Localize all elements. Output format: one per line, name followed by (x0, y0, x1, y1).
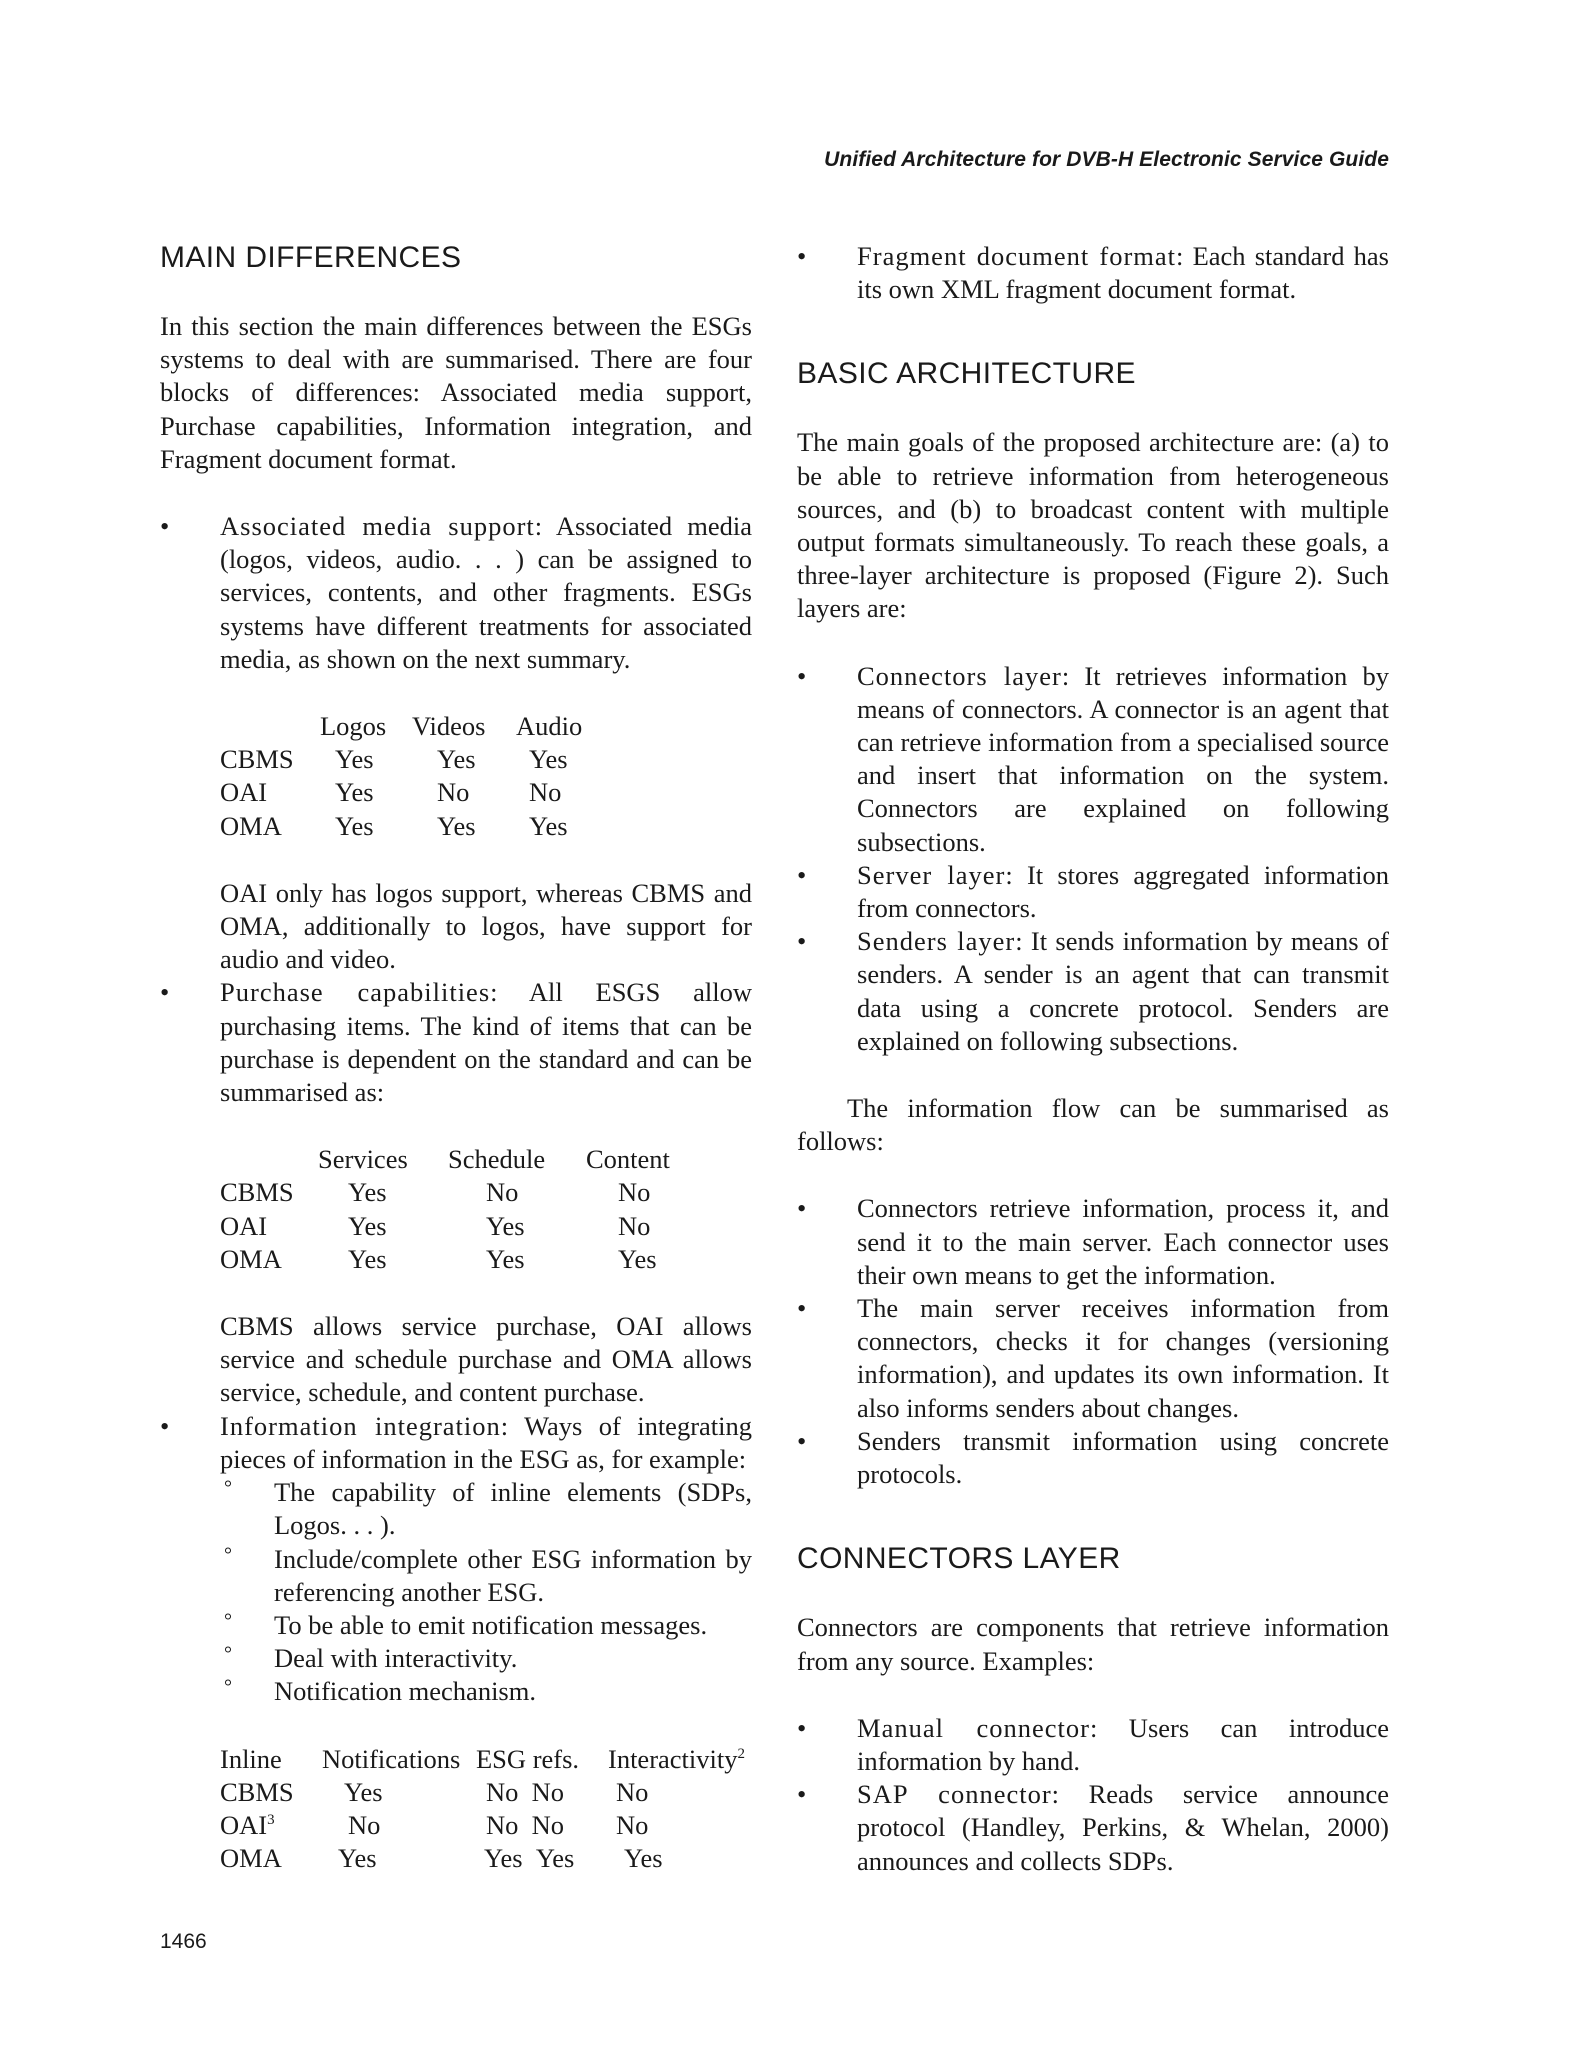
table-cell: No (616, 1776, 649, 1807)
table-cell: No No (486, 1776, 565, 1807)
bullet-icon: • (797, 1779, 807, 1810)
column-header: Schedule (448, 1144, 546, 1175)
footnote-marker: 2 (737, 1745, 745, 1762)
table-cell: No (618, 1177, 651, 1208)
column-header: Logos (320, 711, 387, 742)
intro-paragraph: In this section the main differences between the ESGs systems to deal with are summarised. There are four blocks of differences: Associated media support, Purchase capabilities, Information integration, and Fragment document format. (160, 311, 752, 474)
row-label: OMA (220, 810, 282, 841)
sub-item: ° Deal with interactivity. (220, 1642, 752, 1675)
column-header: Notifications (322, 1743, 461, 1774)
table-cell: Yes (335, 777, 374, 808)
bullet-icon: • (160, 1410, 170, 1441)
table-cell: Yes (344, 1776, 383, 1807)
row-label: OAI$^3$ (220, 1809, 275, 1840)
column-header: Content (586, 1144, 670, 1175)
sub-item: ° Include/complete other ESG information by referencing another ESG. (220, 1543, 752, 1609)
bullet-icon: • (797, 660, 807, 691)
circle-bullet-icon: ° (224, 1609, 232, 1632)
row-label: OAI (220, 1210, 268, 1241)
column-header: ESG refs. (476, 1743, 580, 1774)
table-row (220, 1809, 745, 1842)
table-row (220, 1842, 745, 1875)
purchase-table (220, 1143, 670, 1276)
table-cell: Yes Yes (484, 1843, 575, 1874)
section-heading-connectors-layer: CONNECTORS LAYER (797, 1542, 1121, 1576)
list-item: • Connectors retrieve information, process it, and send it to the main server. Each connector uses their own means to get the information. (797, 1193, 1389, 1290)
list-item-connectors-layer: • Connectors layer: It retrieves information by means of connectors. A connector is an agent that can retrieve information from a specialised source and insert that information on the system. Connectors are explained on following subsections. (797, 660, 1389, 857)
row-label: CBMS (220, 744, 294, 775)
right-column (797, 240, 1389, 1878)
integration-sublist (160, 1476, 752, 1708)
section-heading-main-differences: MAIN DIFFERENCES (160, 241, 462, 274)
media-support-table (220, 710, 582, 843)
circle-bullet-icon: ° (224, 1543, 232, 1566)
column-header: Inline (220, 1743, 282, 1774)
table-cell: Yes (338, 1843, 377, 1874)
term-fragment-format: Fragment document format (857, 241, 1177, 271)
table-cell: Yes (335, 744, 374, 775)
page-number: 1466 (160, 1930, 207, 1953)
list-item-fragment-format (797, 240, 1389, 306)
item-text: : Each standard has its own XML fragment document format. (857, 241, 1389, 305)
table-row (220, 1210, 670, 1243)
item-text: : All ESGS allow purchasing items. The kind of items that can be purchase is dependent on the standard and can be summarised as: (220, 977, 752, 1108)
media-support-note: OAI only has logos support, whereas CBMS and OMA, additionally to logos, have support for audio and video. (220, 877, 752, 975)
table-cell: Yes (348, 1177, 387, 1208)
table-cell: Yes (618, 1243, 657, 1274)
bullet-icon: • (160, 977, 170, 1008)
circle-bullet-icon: ° (224, 1676, 232, 1699)
table-cell: No No (486, 1809, 565, 1840)
table-cell: Yes (486, 1243, 525, 1274)
list-item-server-layer: • Server layer: It stores aggregated information from connectors. (797, 859, 1389, 924)
section-heading-basic-architecture: BASIC ARCHITECTURE (797, 357, 1136, 391)
layers-list (797, 660, 1389, 1058)
row-label: OAI (220, 777, 268, 808)
bullet-icon: • (797, 1712, 807, 1743)
table-cell: No (437, 777, 470, 808)
sub-item: ° Notification mechanism. (220, 1675, 752, 1708)
table-row (220, 1776, 745, 1809)
table-row (220, 1243, 670, 1276)
table-cell: Yes (529, 744, 568, 775)
architecture-paragraph: The main goals of the proposed architecture are: (a) to be able to retrieve information from heterogeneous sources, and (b) to broadcast content with multiple output formats simultaneously. To reach these goals, a three-layer architecture is proposed (Figure 2). Such layers are: (797, 427, 1389, 624)
item-text: : Ways of integrating pieces of information in the ESG as, for example: (220, 1410, 752, 1474)
list-item: • The main server receives information from connectors, checks it for changes (versioning information), and updates its own information. It also informs senders about changes. (797, 1293, 1389, 1423)
table-row (220, 776, 582, 809)
table-cell: Yes (529, 810, 568, 841)
list-item-sap-connector: • SAP connector: Reads service announce protocol (Handley, Perkins, & Whelan, 2000) announces and collects SDPs. (797, 1779, 1389, 1876)
circle-bullet-icon: ° (224, 1477, 232, 1500)
list-item: • Senders transmit information using concrete protocols. (797, 1425, 1389, 1490)
table-cell: No (616, 1809, 649, 1840)
item-text: : Associated media (logos, videos, audio. . . ) can be assigned to services, contents, and other fragments. ESGs systems have different treatments for associated media, as shown on the next summary. (220, 511, 752, 674)
connectors-paragraph: Connectors are components that retrieve information from any source. Examples: (797, 1612, 1389, 1676)
term-purchase-capabilities: Purchase capabilities (220, 977, 491, 1008)
sub-item: ° The capability of inline elements (SDPs, Logos. . . ). (220, 1476, 752, 1542)
table-cell: No (348, 1809, 381, 1840)
bullet-icon: • (797, 1193, 807, 1224)
sub-item: ° To be able to emit notification messages. (220, 1609, 752, 1642)
bullet-icon: • (797, 926, 807, 957)
table-cell: Yes (437, 810, 476, 841)
table-cell: No (486, 1177, 519, 1208)
running-head: Unified Architecture for DVB-H Electronic Service Guide (824, 148, 1389, 171)
list-item-manual-connector: • Manual connector: Users can introduce information by hand. (797, 1712, 1389, 1776)
term-information-integration: Information integration (220, 1410, 501, 1441)
table-cell: Yes (437, 744, 476, 775)
flow-intro-paragraph: The information flow can be summarised as follows: (797, 1093, 1389, 1157)
purchase-note: CBMS allows service purchase, OAI allows service and schedule purchase and OMA allows service, schedule, and content purchase. (220, 1311, 752, 1408)
differences-list (160, 510, 752, 1875)
bullet-icon: • (797, 1425, 807, 1456)
bullet-icon: • (797, 859, 807, 890)
table-row (220, 743, 582, 776)
bullet-icon: • (797, 241, 807, 271)
column-header: Services (318, 1144, 408, 1175)
table-cell: No (618, 1210, 651, 1241)
circle-bullet-icon: ° (224, 1643, 232, 1666)
column-header: Interactivity$^2$ (608, 1743, 745, 1774)
footnote-marker: 3 (267, 1811, 275, 1828)
list-item-senders-layer: • Senders layer: It sends information by means of senders. A sender is an agent that can transmit data using a concrete protocol. Senders are explained on following subsections. (797, 926, 1389, 1056)
table-row (220, 810, 582, 843)
table-cell: Yes (335, 810, 374, 841)
table-cell: Yes (624, 1843, 663, 1874)
flow-list (797, 1192, 1389, 1491)
list-item-purchase-capabilities (160, 976, 752, 1409)
column-header: Videos (412, 711, 486, 742)
row-label: OMA (220, 1843, 282, 1874)
table-header-row (220, 1743, 745, 1776)
table-cell: Yes (486, 1210, 525, 1241)
fragment-format-list (797, 240, 1389, 306)
integration-table (220, 1743, 745, 1876)
left-column (160, 240, 752, 1875)
list-item-information-integration (160, 1410, 752, 1876)
table-row (220, 1176, 670, 1209)
table-header-row (220, 710, 582, 743)
term-associated-media: Associated media support (220, 511, 535, 542)
column-header: Audio (516, 711, 583, 742)
list-item-associated-media (160, 510, 752, 976)
row-label: OMA (220, 1243, 282, 1274)
row-label: CBMS (220, 1776, 294, 1807)
table-cell: Yes (348, 1243, 387, 1274)
bullet-icon: • (160, 511, 170, 542)
table-cell: No (529, 777, 562, 808)
table-cell: Yes (348, 1210, 387, 1241)
connectors-list (797, 1712, 1389, 1878)
table-header-row (220, 1143, 670, 1176)
row-label: CBMS (220, 1177, 294, 1208)
bullet-icon: • (797, 1293, 807, 1324)
